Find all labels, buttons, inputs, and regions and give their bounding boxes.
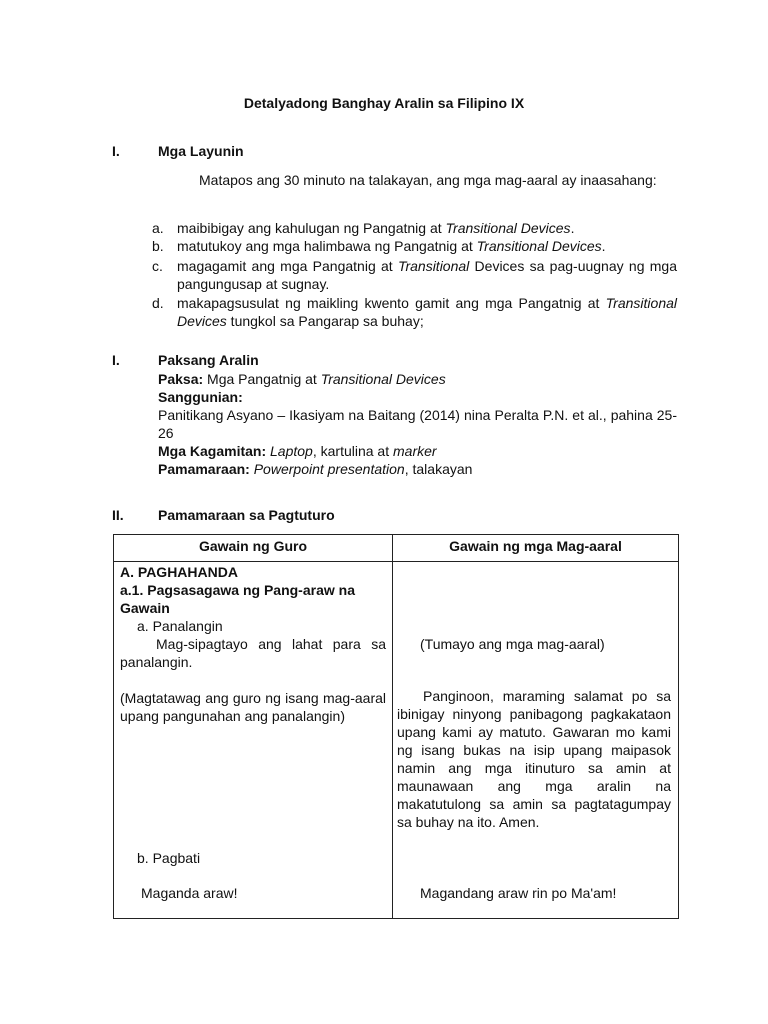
section-number: II. bbox=[112, 507, 124, 523]
sanggunian-text: Panitikang Asyano – Ikasiyam na Baitang (2014) nina Peralta P.N. et al., pahina 25-26 bbox=[158, 407, 677, 441]
section-heading-paksang-aralin: Paksang Aralin bbox=[158, 352, 259, 368]
sanggunian-label: Sanggunian: bbox=[158, 389, 243, 405]
prayer-text: Panginoon, maraming salamat po sa ibinigay ninyong panibagong pagkakataon upang kami ay matuto. Gawaran mo kami ng isang bukas na isip upang maipasok namin ang mga itinuturo sa amin at maunawaan ang mga aralin na makatutulong sa amin sa pagtatagumpay sa buhay na ito. Amen. bbox=[397, 688, 671, 830]
paksa-line: Paksa: Mga Pangatnig at Transitional Devices bbox=[158, 371, 446, 387]
tumayo-response: (Tumayo ang mga mag-aaral) bbox=[420, 636, 605, 652]
objective-item: d. makapagsusulat ng maikling kwento gamit ang mga Pangatnig at Transitional Devices tungkol sa Pangarap sa buhay; bbox=[152, 295, 677, 329]
pamamaraan-line: Pamamaraan: Powerpoint presentation, talakayan bbox=[158, 461, 473, 477]
lesson-table bbox=[113, 534, 679, 919]
mag-aaral-cell bbox=[393, 562, 679, 919]
guro-greeting: Maganda araw! bbox=[141, 885, 238, 901]
table-header-guro: Gawain ng Guro bbox=[114, 535, 393, 562]
magtatawag-note: (Magtatawag ang guro ng isang mag-aaral upang pangunahan ang panalangin) bbox=[120, 690, 386, 724]
pang-araw-heading: a.1. Pagsasagawa ng Pang-araw na Gawain bbox=[120, 582, 355, 616]
table-row bbox=[114, 562, 679, 919]
paksang-aralin-body bbox=[158, 370, 677, 478]
section-number: I. bbox=[112, 352, 120, 368]
objective-item: b. matutukoy ang mga halimbawa ng Pangatnig at Transitional Devices. bbox=[152, 238, 606, 254]
objective-letter: d. bbox=[152, 295, 164, 311]
objectives-intro: Matapos ang 30 minuto na talakayan, ang mga mag-aaral ay inaasahang: bbox=[199, 172, 657, 188]
section-heading-layunin: Mga Layunin bbox=[158, 143, 244, 159]
objective-item: a. maibibigay ang kahulugan ng Pangatnig at Transitional Devices. bbox=[152, 220, 575, 236]
objective-letter: a. bbox=[152, 220, 164, 236]
section-heading-pamamaraan: Pamamaraan sa Pagtuturo bbox=[158, 507, 335, 523]
panalangin-label: a. Panalangin bbox=[137, 618, 223, 634]
document-title: Detalyadong Banghay Aralin sa Filipino IX bbox=[243, 95, 525, 111]
table-header-mag-aaral: Gawain ng mga Mag-aaral bbox=[393, 535, 679, 562]
objective-item: c. magagamit ang mga Pangatnig at Transitional Devices sa pag-uugnay ng mga pangungusap at sugnay. bbox=[152, 258, 677, 292]
guro-cell bbox=[114, 562, 393, 919]
pagbati-label: b. Pagbati bbox=[137, 850, 201, 866]
objective-letter: c. bbox=[152, 258, 163, 274]
panalangin-instruction: Mag-sipagtayo ang lahat para sa panalangin. bbox=[120, 636, 386, 670]
section-number: I. bbox=[112, 143, 120, 159]
paghahanda-heading: A. PAGHAHANDA bbox=[120, 564, 238, 580]
kagamitan-line: Mga Kagamitan: Laptop, kartulina at marker bbox=[158, 443, 437, 459]
objective-letter: b. bbox=[152, 238, 164, 254]
mag-aaral-greeting: Magandang araw rin po Ma'am! bbox=[420, 885, 617, 901]
